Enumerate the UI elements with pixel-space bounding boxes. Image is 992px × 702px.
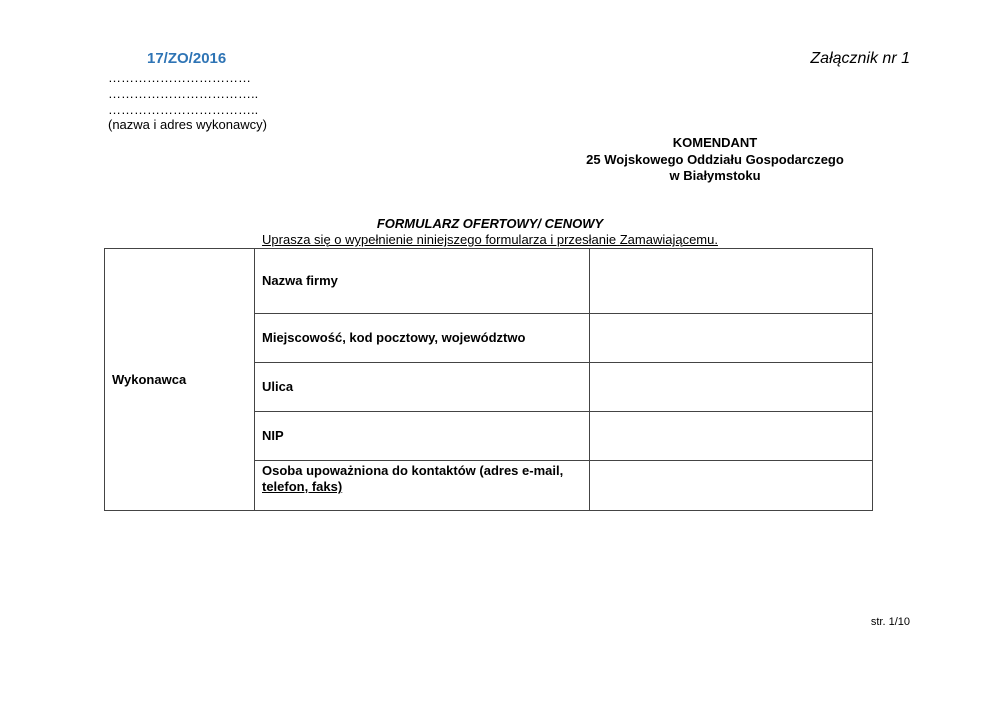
- recipient-city: w Białymstoku: [669, 168, 761, 183]
- table-row: [105, 249, 873, 314]
- contractor-address-label: (nazwa i adres wykonawcy): [108, 117, 267, 132]
- contact-person-label-part1: Osoba upoważniona do kontaktów (adres e-mail,: [262, 463, 564, 478]
- street-field[interactable]: [590, 363, 873, 412]
- locality-field[interactable]: [590, 314, 873, 363]
- recipient-title: KOMENDANT: [672, 135, 758, 150]
- offer-form-table: [104, 248, 873, 511]
- form-subtitle: Uprasza się o wypełnienie niniejszego formularza i przesłanie Zamawiającemu.: [262, 232, 718, 247]
- page-number: str. 1/10: [870, 616, 910, 628]
- recipient-unit: 25 Wojskowego Oddziału Gospodarczego: [586, 151, 844, 167]
- attachment-label: Załącznik nr 1: [810, 50, 910, 67]
- contact-person-label: [255, 461, 590, 511]
- contractor-address-dots-2: ……………………………..: [108, 102, 259, 117]
- nip-field[interactable]: [590, 412, 873, 461]
- street-label: Ulica: [255, 363, 590, 412]
- contractor-address-dots-1: ……………………………..: [108, 86, 259, 101]
- nip-label: NIP: [255, 412, 590, 461]
- company-name-field[interactable]: [590, 249, 873, 314]
- form-title: FORMULARZ OFERTOWY/ CENOWY: [376, 216, 604, 231]
- recipient-block: [560, 135, 870, 185]
- contractor-group-label: Wykonawca: [105, 249, 255, 511]
- contact-person-field[interactable]: [590, 461, 873, 511]
- company-name-label: Nazwa firmy: [255, 249, 590, 314]
- document-reference-number: 17/ZO/2016: [147, 50, 227, 67]
- contact-person-label-part2: telefon, faks): [262, 479, 343, 494]
- locality-label: Miejscowość, kod pocztowy, województwo: [255, 314, 590, 363]
- contractor-name-dots: ……………………………: [108, 70, 251, 85]
